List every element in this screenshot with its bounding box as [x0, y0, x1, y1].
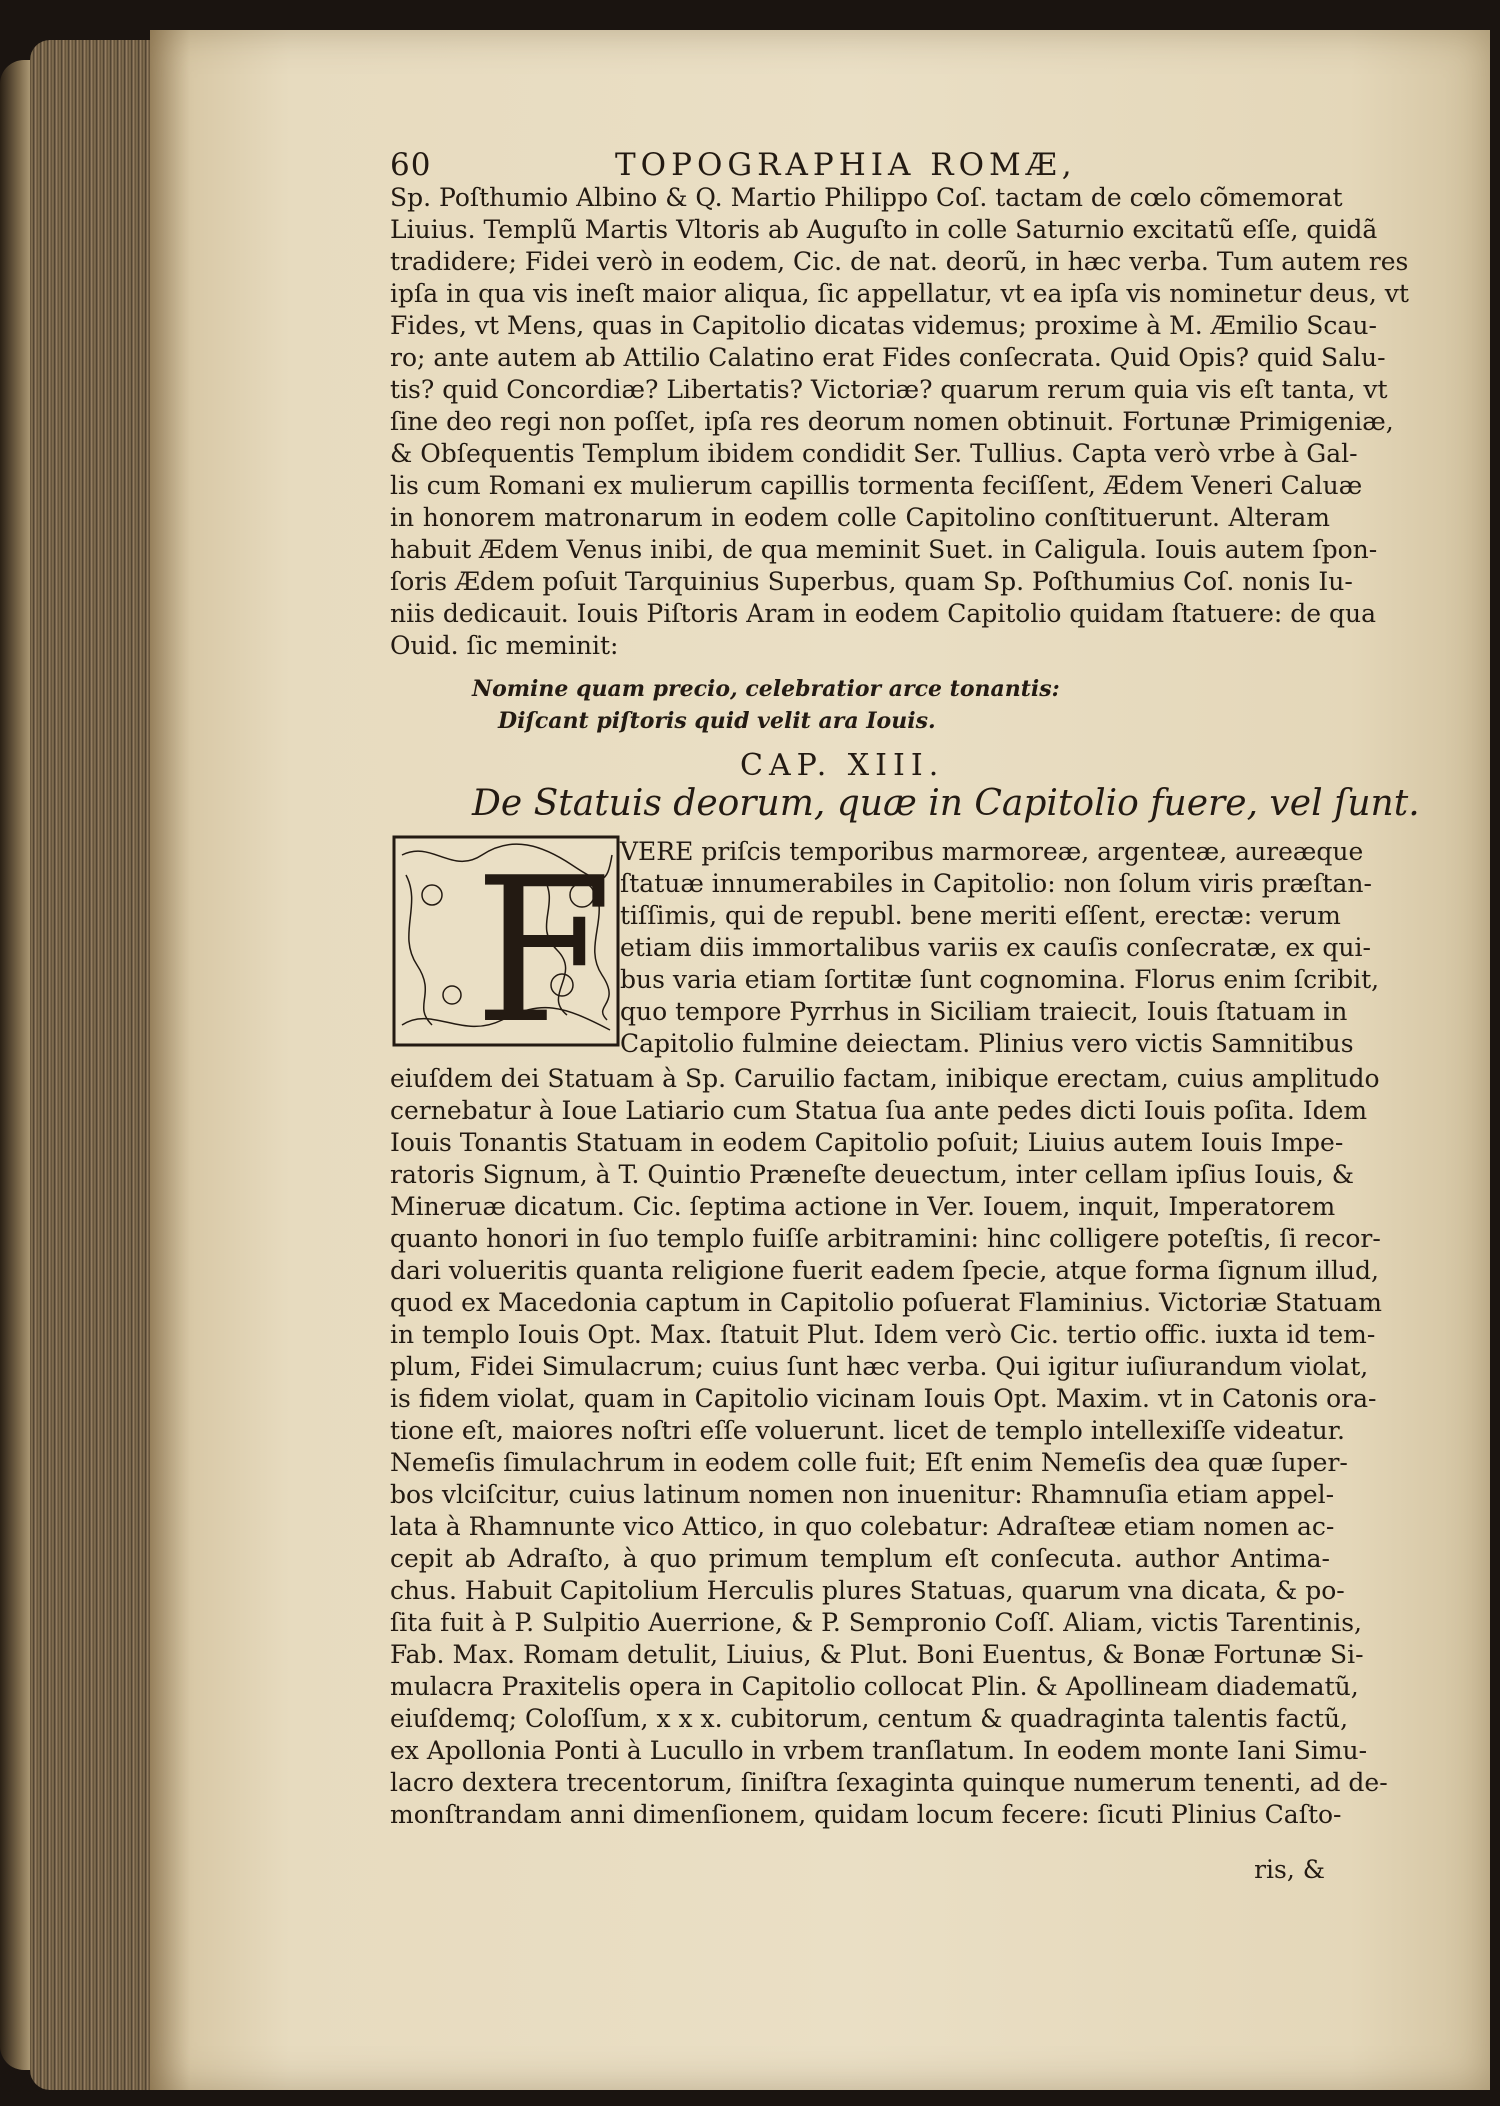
text-line: mulacra Praxitelis opera in Capitolio collocat Plin. & Apollineam diadematũ,: [390, 1672, 1359, 1701]
running-title: TOPOGRAPHIA ROMÆ,: [615, 147, 1077, 183]
text-line: chus. Habuit Capitolium Herculis plures Statuas, quarum vna dicata, & po-: [390, 1576, 1345, 1605]
text-line: ſine deo regi non poſſet, ipſa res deorum nomen obtinuit. Fortunæ Primigeniæ,: [390, 407, 1394, 436]
text-line: ſoris Ædem poſuit Tarquinius Superbus, quam Sp. Poſthumius Coſ. nonis Iu-: [390, 567, 1353, 596]
page-edges: [30, 40, 170, 2090]
text-line: ſita fuit à P. Sulpitio Auerrione, & P. Sempronio Coſſ. Aliam, victis Tarentinis,: [390, 1608, 1362, 1637]
text-line: in templo Iouis Opt. Max. ſtatuit Plut. Idem verò Cic. tertio offic. iuxta id tem-: [390, 1320, 1376, 1349]
text-line: tiſſimis, qui de republ. bene meriti eſſent, erectæ: verum: [620, 901, 1341, 930]
text-line: ex Apollonia Ponti à Lucullo in vrbem tranſlatum. In eodem monte Iani Simu-: [390, 1736, 1368, 1765]
text-line: Liuius. Templũ Martis Vltoris ab Auguſto in colle Saturnio excitatũ eſſe, quidã: [390, 215, 1378, 244]
text-line: ſtatuæ innumerabiles in Capitolio: non ſolum viris præſtan-: [620, 869, 1372, 898]
text-line: Iouis Tonantis Statuam in eodem Capitolio poſuit; Liuius autem Iouis Impe-: [390, 1128, 1344, 1157]
text-line: cernebatur à Ioue Latiario cum Statua ſua ante pedes dicti Iouis poſita. Idem: [390, 1096, 1368, 1125]
chapter-title: De Statuis deorum, quæ in Capitolio fuere, vel ſunt.: [472, 783, 1420, 824]
text-line: & Obſequentis Templum ibidem condidit Ser. Tullius. Capta verò vrbe à Gal-: [390, 439, 1358, 468]
text-line: tradidere; Fidei verò in eodem, Cic. de nat. deorũ, in hæc verba. Tum autem res: [390, 247, 1409, 276]
text-line: etiam diis immortalibus variis ex cauſis conſecratæ, ex qui-: [620, 933, 1371, 962]
text-line: dari volueritis quanta religione fuerit eadem ſpecie, atque forma ſignum illud,: [390, 1256, 1380, 1285]
text-line: cepit ab Adraſto, à quo primum templum eſt conſecuta. author Antima-: [390, 1544, 1330, 1573]
text-line: quo tempore Pyrrhus in Siciliam traiecit, Iouis ſtatuam in: [620, 997, 1348, 1026]
drop-cap-initial: [392, 835, 620, 1047]
text-line: niis dedicauit. Iouis Piſtoris Aram in eodem Capitolio quidam ſtatuere: de qua: [390, 599, 1376, 628]
text-line: tione eſt, maiores noſtri eſſe voluerunt. licet de templo intellexiſſe videatur.: [390, 1416, 1345, 1445]
text-line: ro; ante autem ab Attilio Calatino erat Fides conſecrata. Quid Opis? quid Salu-: [390, 343, 1386, 372]
text-line: monſtrandam anni dimenſionem, quidam locum fecere: ſicuti Plinius Caſto-: [390, 1800, 1342, 1829]
verse-line: Diſcant piſtoris quid velit ara Iouis.: [498, 708, 936, 734]
text-line: plum, Fidei Simulacrum; cuius ſunt hæc verba. Qui igitur iuſiurandum violat,: [390, 1352, 1369, 1381]
chapter-number: CAP. XIII.: [740, 748, 945, 783]
page-number: 60: [390, 147, 432, 183]
verse-line: Nomine quam precio, celebratior arce tonantis:: [472, 676, 1060, 702]
text-line: eiuſdem dei Statuam à Sp. Caruilio factam, inibique erectam, cuius amplitudo: [390, 1064, 1380, 1093]
text-line: quod ex Macedonia captum in Capitolio poſuerat Flaminius. Victoriæ Statuam: [390, 1288, 1382, 1317]
text-line: lacro dextera trecentorum, ſiniſtra ſexaginta quinque numerum tenenti, ad de-: [390, 1768, 1388, 1797]
text-line: Fides, vt Mens, quas in Capitolio dicatas videmus; proxime à M. Æmilio Scau-: [390, 311, 1377, 340]
text-line: lata à Rhamnunte vico Attico, in quo colebatur: Adraſteæ etiam nomen ac-: [390, 1512, 1335, 1541]
text-line: in honorem matronarum in eodem colle Capitolino conſtituerunt. Alteram: [390, 503, 1330, 532]
text-line: VERE priſcis temporibus marmoreæ, argenteæ, aureæque: [620, 837, 1364, 866]
text-line: bus varia etiam ſortitæ ſunt cognomina. Florus enim ſcribit,: [620, 965, 1380, 994]
catchword: ris, &: [1254, 1855, 1325, 1884]
text-line: bos vlciſcitur, cuius latinum nomen non inuenitur: Rhamnuſia etiam appel-: [390, 1480, 1335, 1509]
text-line: Ouid. ſic meminit:: [390, 631, 619, 660]
text-line: ipſa in qua vis ineſt maior aliqua, ſic appellatur, vt ea ipſa vis nominetur deus, vt: [390, 279, 1409, 308]
drop-cap-letter: F: [474, 835, 613, 1047]
text-line: is fidem violat, quam in Capitolio vicinam Iouis Opt. Maxim. vt in Catonis ora-: [390, 1384, 1377, 1413]
text-line: Capitolio fulmine deiectam. Plinius vero victis Samnitibus: [620, 1029, 1354, 1058]
text-line: tis? quid Concordiæ? Libertatis? Victoriæ? quarum rerum quia vis eſt tanta, vt: [390, 375, 1388, 404]
text-line: lis cum Romani ex mulierum capillis tormenta feciſſent, Ædem Veneri Caluæ: [390, 471, 1363, 500]
text-line: habuit Ædem Venus inibi, de qua meminit Suet. in Caligula. Iouis autem ſpon-: [390, 535, 1378, 564]
text-line: Mineruæ dicatum. Cic. ſeptima actione in Ver. Iouem, inquit, Imperatorem: [390, 1192, 1336, 1221]
text-line: Fab. Max. Romam detulit, Liuius, & Plut. Boni Euentus, & Bonæ Fortunæ Si-: [390, 1640, 1364, 1669]
text-line: quanto honori in ſuo templo fuiſſe arbitramini: hinc colligere poteſtis, ſi recor-: [390, 1224, 1381, 1253]
text-line: Nemeſis ſimulachrum in eodem colle fuit; Eſt enim Nemeſis dea quæ ſuper-: [390, 1448, 1348, 1477]
running-header: [390, 147, 1330, 187]
text-line: eiuſdemq; Coloſſum, x x x. cubitorum, centum & quadraginta talentis factũ,: [390, 1704, 1349, 1733]
text-line: ratoris Signum, à T. Quintio Præneſte deuectum, inter cellam ipſius Iouis, &: [390, 1160, 1355, 1189]
text-line: Sp. Poſthumio Albino & Q. Martio Philippo Coſ. tactam de cœlo cõmemorat: [390, 183, 1343, 212]
